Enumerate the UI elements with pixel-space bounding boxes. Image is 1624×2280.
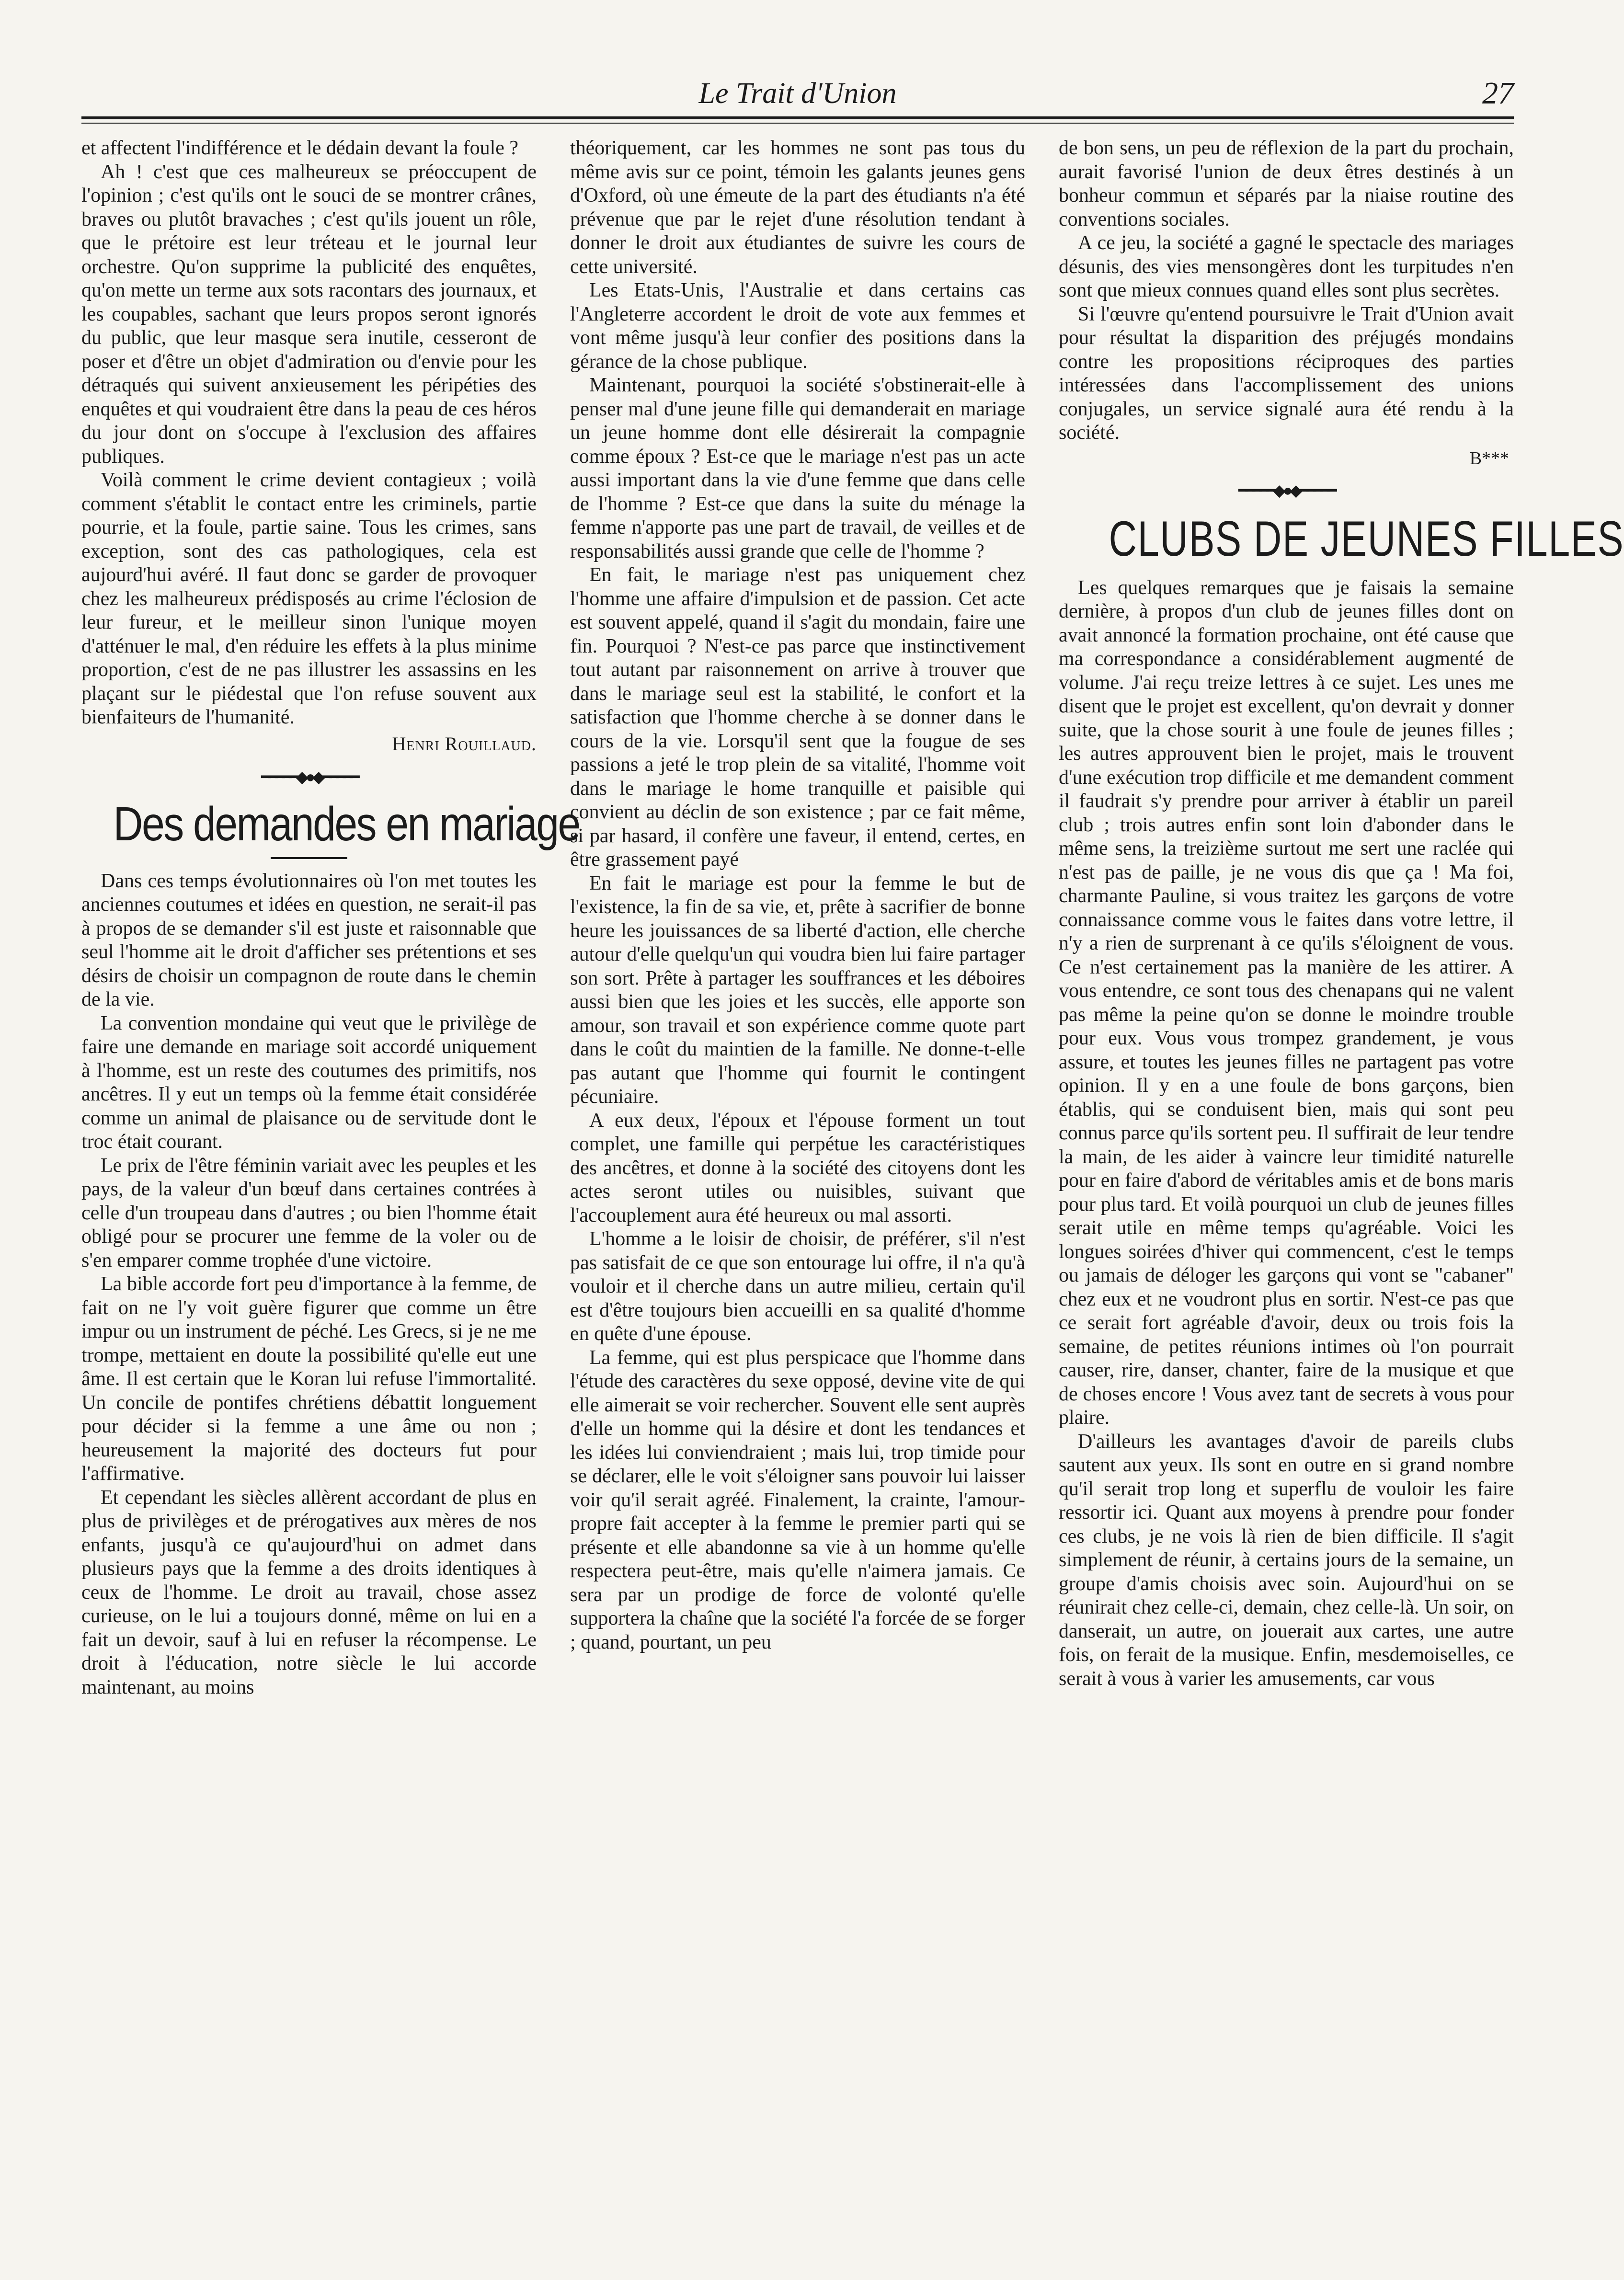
header-rule-thick bbox=[81, 116, 1514, 119]
paragraph: Ah ! c'est que ces malheureux se préoccupent de l'opinion ; c'est qu'ils ont le souci de se montrer crânes, braves ou plutôt bravaches ; c'est qu'ils jouent un rôle, que le prétoire est leur tréteau et le journal leur orchestre. Qu'on supprime la publicité des enquêtes, qu'on mette un terme aux sots racontars des journaux, et les coupables, sachant que leurs propos seront ignorés du public, que leur masque sera inutile, cesseront de poser et d'être un objet d'admiration ou d'envie pour les détraqués qui suivent anxieusement les péripéties des enquêtes et qui voudraient être dans la peau de ces héros du jour dont on s'occupe à l'exclusion des affaires publiques. bbox=[81, 160, 537, 468]
article-title: CLUBS DE JEUNES FILLES bbox=[1109, 511, 1624, 567]
section-ornament: ━━━━━◆●◆━━━━━ bbox=[1238, 481, 1334, 500]
paragraph: En fait, le mariage n'est pas uniquement chez l'homme une affaire d'impulsion et de passion. Cet acte est souvent appelé, quand il s'agit du mondain, faire une fin. Pourquoi ? N'est-ce pas parce que instinctivement tout autant par raisonnement on arrive à trouver que dans le mariage seul est la stabilité, le confort et la satisfaction que l'homme cherche à se donner dans le cours de la vie. Lorsqu'il sent que la fougue de ses passions a jeté le trop plein de sa vitalité, l'homme voit dans le mariage le home tranquille et paisible qui convient au déclin de son existence ; par ce fait même, si par hasard, il confère une faveur, il entend, certes, en être grassement payé bbox=[570, 564, 1025, 871]
section-ornament: ━━━━━◆●◆━━━━━ bbox=[261, 768, 357, 786]
paragraph: La femme, qui est plus perspicace que l'homme dans l'étude des caractères du sexe opposé, devine vite de qui elle aimerait se voir rechercher. Souvent elle sent auprès d'elle un homme qui la désire et dont les tendances et les idées lui conviendraient ; mais lui, trop timide pour se déclarer, elle le voit s'éloigner sans pouvoir lui laisser voir qu'il serait agréé. Finalement, la crainte, l'amour-propre fait accepter à la femme le premier parti qui se présente et elle abandonne sa vie à un homme qu'elle respectera peut-être, mais qu'elle n'aimera jamais. Ce sera par un prodige de force de volonté qu'elle supportera la chaîne que la société l'a forcée de se forger ; quand, pourtant, un peu bbox=[570, 1346, 1025, 1653]
column-3 bbox=[1059, 137, 1624, 2245]
running-title: Le Trait d'Union bbox=[698, 77, 897, 110]
page-number: 27 bbox=[1482, 76, 1514, 111]
paragraph: L'homme a le loisir de choisir, de préférer, s'il n'est pas satisfait de ce que son entourage lui offre, il n'a qu'à vouloir et il cherche dans un autre milieu, certain qu'il est d'être toujours bien accueilli en sa qualité d'homme en quête d'une épouse. bbox=[570, 1228, 1025, 1345]
paragraph: La convention mondaine qui veut que le privilège de faire une demande en mariage soit accordé uniquement à l'homme, est un reste des coutumes des primitifs, nos ancêtres. Il y eut un temps où la femme était considérée comme un animal de plaisance ou de servitude dont le troc était courant. bbox=[81, 1012, 537, 1153]
column-1 bbox=[81, 137, 580, 2245]
paragraph: A ce jeu, la société a gagné le spectacle des mariages désunis, des vies mensongères dont les turpitudes n'en sont que mieux connues quand elles sont plus secrètes. bbox=[1059, 232, 1514, 301]
paragraph: En fait le mariage est pour la femme le but de l'existence, la fin de sa vie, et, prête à sacrifier de bonne heure les jouissances de sa liberté d'action, elle cherche autour d'elle quelqu'un qui voudra bien lui faire partager son sort. Prête à partager les souffrances et les déboires aussi bien que les joies et les succès, elle apporte son amour, son travail et son expérience comme quote part dans le coût du maintien de la famille. Ne donne-t-elle pas autant que l'homme qui fournit le contingent pécuniaire. bbox=[570, 872, 1025, 1108]
column-2 bbox=[570, 137, 1025, 2245]
page-header bbox=[81, 72, 1514, 120]
paragraph: Dans ces temps évolutionnaires où l'on met toutes les anciennes coutumes et idées en question, ne serait-il pas à propos de se demander s'il est juste et raisonnable que seul l'homme ait le droit d'afficher ses prétentions et ses désirs de choisir un compagnon de route dans le chemin de la vie. bbox=[81, 870, 537, 1010]
paragraph: Si l'œuvre qu'entend poursuivre le Trait d'Union avait pour résultat la disparition des préjugés mondains contre les propositions réciproques des parties intéressées dans l'accomplissement des unions conjugales, un service signalé aura été rendu à la société. bbox=[1059, 303, 1514, 444]
paragraph: de bon sens, un peu de réflexion de la part du prochain, aurait favorisé l'union de deux êtres destinés à un bonheur commun et séparés par la niaise routine des conventions sociales. bbox=[1059, 137, 1514, 230]
paragraph: Et cependant les siècles allèrent accordant de plus en plus de privilèges et de prérogatives aux mères de nos enfants, jusqu'à ce qu'aujourd'hui on admet dans plusieurs pays que la femme a des droits identiques à ceux de l'homme. Le droit au travail, chose assez curieuse, on le lui a toujours donné, même on lui en a fait un devoir, sauf à lui en refuser la récompense. Le droit à l'éducation, notre siècle le lui accorde maintenant, au moins bbox=[81, 1486, 537, 1698]
paragraph: A eux deux, l'époux et l'épouse forment un tout complet, une famille qui perpétue les caractéristiques des ancêtres, et donne à la société des citoyens dont les actes seront utiles ou nuisibles, suivant que l'accouplement aura été heureux ou mal assorti. bbox=[570, 1109, 1025, 1226]
paragraph: Voilà comment le crime devient contagieux ; voilà comment s'établit le contact entre les criminels, partie pourrie, et la foule, partie saine. Tous les crimes, sans exception, sont des cas pathologiques, cela est aujourd'hui avéré. Il faut donc se garder de provoquer chez les malheureux prédisposés au crime l'éclosion de leur fureur, et le meilleur sinon l'unique moyen d'atténuer le mal, d'en réduire les effets à la plus minime proportion, c'est de ne pas illustrer les assassins en les plaçant sur le piédestal que l'on refuse souvent aux bienfaiteurs de l'humanité. bbox=[81, 469, 537, 728]
author-signature: Henri Rouillaud. bbox=[392, 733, 537, 755]
paragraph: théoriquement, car les hommes ne sont pas tous du même avis sur ce point, témoin les galants jeunes gens d'Oxford, où une émeute de la part des étudiants n'a été prévenue que par le rejet d'une résolution tendant à donner le droit aux étudiantes de suivre les cours de cette université. bbox=[570, 137, 1025, 278]
author-initials: B*** bbox=[1469, 448, 1509, 469]
paragraph: La bible accorde fort peu d'importance à la femme, de fait on ne l'y voit guère figurer que comme un être impur ou un instrument de péché. Les Grecs, si je ne me trompe, mettaient en doute la possibilité qu'elle eut une âme. Il est certain que le Koran lui refuse l'immortalité. Un concile de pontifes chrétiens débattit longuement pour décider si la femme a une âme ou non ; heureusement la majorité des docteurs fut pour l'affirmative. bbox=[81, 1273, 537, 1485]
paragraph: Les Etats-Unis, l'Australie et dans certains cas l'Angleterre accordent le droit de vote aux femmes et vont même jusqu'à leur confier des positions dans la gérance de la chose publique. bbox=[570, 279, 1025, 373]
paragraph: et affectent l'indifférence et le dédain devant la foule ? bbox=[81, 137, 519, 159]
header-rule-thin bbox=[81, 123, 1514, 124]
paragraph: Le prix de l'être féminin variait avec les peuples et les pays, de la valeur d'un bœuf dans certaines contrées à celle d'un troupeau dans d'autres ; ou bien l'homme était obligé pour se procurer une femme de la voler ou de s'en emparer comme trophée d'une victoire. bbox=[81, 1154, 537, 1272]
paragraph: D'ailleurs les avantages d'avoir de pareils clubs sautent aux yeux. Ils sont en outre en si grand nombre qu'il serait trop long et superflu de vouloir les faire ressortir ici. Quant aux moyens à prendre pour fonder ces clubs, je ne vois là rien de bien difficile. Il s'agit simplement de réunir, à certains jours de la semaine, un groupe d'amis choisis avec soin. Aujourd'hui on se réunirait chez celle-ci, demain, chez celle-là. Un soir, on danserait, un autre, on jouerait aux cartes, une autre fois, on ferait de la musique. Enfin, mesdemoiselles, ce serait à vous à varier les amusements, car vous bbox=[1059, 1430, 1514, 1690]
paragraph: Maintenant, pourquoi la société s'obstinerait-elle à penser mal d'une jeune fille qui demanderait en mariage un jeune homme dont elle désirerait la compagnie comme époux ? Est-ce que le mariage n'est pas un acte aussi important dans la vie d'une femme que dans celle de l'homme ? Est-ce que dans la suite du ménage la femme n'apporte pas une part de travail, de veilles et de responsabilités aussi grande que celle de l'homme ? bbox=[570, 374, 1025, 562]
article-title: Des demandes en mariage bbox=[113, 797, 580, 851]
title-rule bbox=[271, 857, 347, 859]
paragraph: Les quelques remarques que je faisais la semaine dernière, à propos d'un club de jeunes filles dont on avait annoncé la formation prochaine, ont été cause que ma correspondance a considérablement augmenté de volume. J'ai reçu treize lettres à ce sujet. Les unes me disent que le projet est excellent, qu'on devrait y donner suite, que la chose sourit à une foule de jeunes filles ; les autres approuvent bien le projet, mais le trouvent d'une exécution trop difficile et me demandent comment il faudrait s'y prendre pour arriver à établir un pareil club ; trois autres enfin sont loin d'abonder dans le même sens, la treizième surtout me sert une raclée qui n'est pas de paille, je ne vous dis que ça ! Ma foi, charmante Pauline, si vous traitez les garçons de votre connaissance comme vous le faites dans votre lettre, il n'y a rien de surprenant à ce qu'ils s'éloignent de vous. Ce n'est certainement pas la manière de les attirer. A vous entendre, ce sont tous des chenapans qui ne valent pas même la peine qu'on se donne le moindre trouble pour eux. Vous vous trompez grandement, je vous assure, et toutes les jeunes filles ne partagent pas votre opinion. Il y en a une foule de bons garçons, bien établis, qui se conduisent bien, mais qui sont peu connus parce qu'ils sortent peu. Il suffirait de leur tendre la main, de les aider à vaincre leur timidité naturelle pour en faire d'abord de véritables amis et de bons maris pour plus tard. Et voilà pourquoi un club de jeunes filles serait utile en même temps qu'agréable. Voici les longues soirées d'hiver qui commencent, c'est le temps ou jamais de déloger les garçons qui vont se "cabaner" chez eux et ne voudront plus en sortir. N'est-ce pas que ce serait fort agréable d'avoir, deux ou trois fois la semaine, de petites réunions intimes où l'on pourrait causer, rire, danser, chanter, faire de la musique et que de choses encore ! Vous avez tant de secrets à vous pour plaire. bbox=[1059, 576, 1514, 1429]
